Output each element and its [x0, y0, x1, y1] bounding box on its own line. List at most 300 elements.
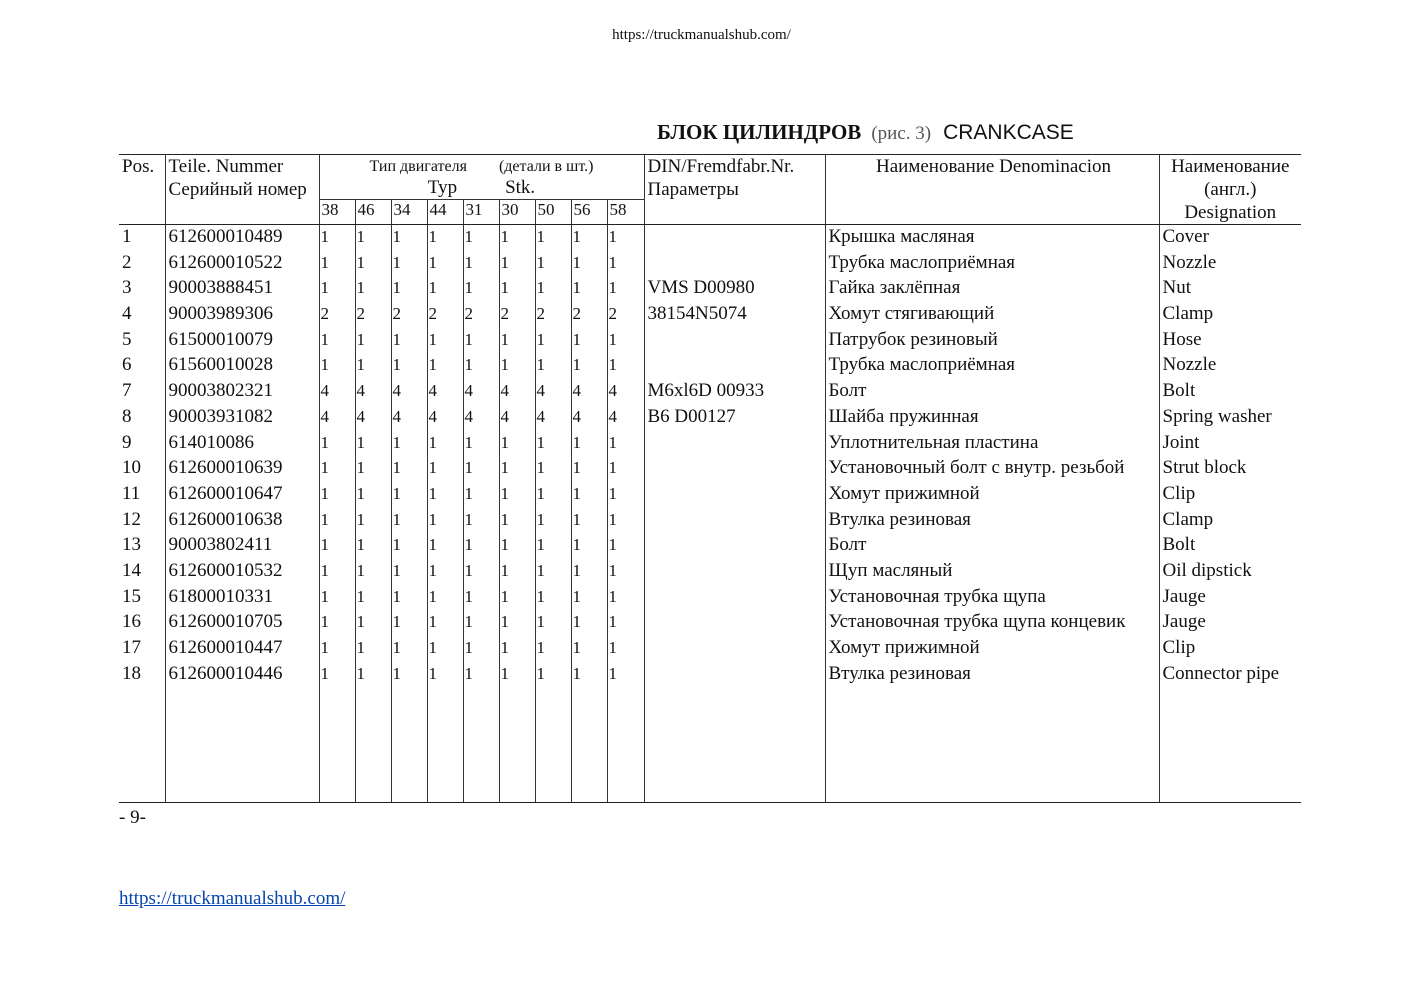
cell-qty-44: 4	[427, 379, 463, 405]
cell-qty-56: 1	[571, 585, 607, 611]
engine-col-38: 38	[319, 200, 355, 225]
cell-qty-44: 2	[427, 302, 463, 328]
cell-din	[644, 533, 825, 559]
table-row	[119, 353, 1301, 379]
cell-qty-34: 1	[391, 276, 427, 302]
cell-name-ru: Втулка резиновая	[825, 508, 1159, 534]
cell-qty-50: 1	[535, 610, 571, 636]
cell-qty-38: 1	[319, 225, 355, 251]
cell-qty-56: 1	[571, 328, 607, 354]
cell-qty-30: 1	[499, 636, 535, 662]
cell-qty-30: 1	[499, 610, 535, 636]
cell-qty-58: 1	[607, 585, 644, 611]
page-title	[657, 120, 1074, 145]
cell-qty-50: 1	[535, 585, 571, 611]
cell-qty-38: 1	[319, 431, 355, 457]
cell-qty-56: 1	[571, 431, 607, 457]
cell-qty-31: 1	[463, 431, 499, 457]
cell-pos: 14	[122, 559, 141, 581]
empty-cell	[499, 687, 535, 803]
cell-part-number: 612600010532	[165, 559, 319, 585]
cell-part-number: 90003888451	[165, 276, 319, 302]
cell-qty-34: 1	[391, 610, 427, 636]
cell-qty-30: 1	[499, 328, 535, 354]
table-row	[119, 405, 1301, 431]
cell-qty-38: 1	[319, 636, 355, 662]
cell-qty-30: 1	[499, 276, 535, 302]
cell-name-en: Strut block	[1159, 456, 1301, 482]
cell-name-en: Jauge	[1159, 585, 1301, 611]
din-label-de: DIN/Fremdfabr.Nr.	[647, 156, 795, 177]
cell-qty-58: 1	[607, 636, 644, 662]
cell-qty-31: 1	[463, 456, 499, 482]
cell-qty-46: 1	[355, 353, 391, 379]
table-row	[119, 225, 1301, 251]
cell-qty-44: 1	[427, 353, 463, 379]
empty-cell	[1159, 687, 1301, 803]
cell-qty-38: 1	[319, 456, 355, 482]
cell-qty-38: 1	[319, 328, 355, 354]
cell-qty-46: 1	[355, 585, 391, 611]
cell-qty-38: 1	[319, 482, 355, 508]
cell-qty-46: 1	[355, 251, 391, 277]
cell-pos: 12	[122, 508, 141, 530]
cell-name-ru: Хомут прижимной	[825, 482, 1159, 508]
header-url: https://truckmanualshub.com/	[612, 27, 791, 43]
cell-qty-30: 2	[499, 302, 535, 328]
col-header-pos: Pos.	[119, 155, 165, 225]
cell-qty-58: 1	[607, 508, 644, 534]
parts-table	[119, 154, 1301, 803]
cell-qty-56: 4	[571, 379, 607, 405]
cell-qty-46: 1	[355, 610, 391, 636]
cell-part-number: 612600010638	[165, 508, 319, 534]
cell-qty-50: 1	[535, 508, 571, 534]
empty-cell	[391, 687, 427, 803]
table-row	[119, 636, 1301, 662]
cell-pos: 11	[122, 482, 141, 504]
part-number-label-de: Teile. Nummer	[168, 156, 284, 177]
cell-qty-58: 1	[607, 662, 644, 688]
cell-qty-30: 1	[499, 353, 535, 379]
cell-pos: 17	[122, 637, 141, 658]
cell-din	[644, 251, 825, 277]
cell-pos: 10	[122, 457, 141, 479]
cell-name-en: Oil dipstick	[1159, 559, 1301, 585]
table-row	[119, 662, 1301, 688]
empty-cell	[463, 687, 499, 803]
cell-qty-58: 4	[607, 379, 644, 405]
typ-label: Typ	[427, 176, 458, 198]
engine-col-58: 58	[607, 200, 644, 225]
cell-qty-50: 1	[535, 456, 571, 482]
cell-qty-38: 1	[319, 251, 355, 277]
empty-cell	[644, 687, 825, 803]
cell-din	[644, 353, 825, 379]
cell-name-en: Clip	[1159, 482, 1301, 508]
figure-reference: (рис. 3)	[871, 123, 932, 144]
cell-qty-44: 1	[427, 610, 463, 636]
cell-qty-46: 1	[355, 533, 391, 559]
cell-name-ru: Установочная трубка щупа концевик	[825, 610, 1159, 636]
cell-qty-31: 1	[463, 353, 499, 379]
cell-qty-44: 1	[427, 456, 463, 482]
cell-name-ru: Уплотнительная пластина	[825, 431, 1159, 457]
cell-qty-31: 1	[463, 251, 499, 277]
cell-name-en: Bolt	[1159, 533, 1301, 559]
cell-name-en: Nozzle	[1159, 251, 1301, 277]
cell-qty-56: 1	[571, 662, 607, 688]
cell-qty-34: 1	[391, 328, 427, 354]
col-header-engine-type	[319, 155, 644, 178]
cell-name-en: Nut	[1159, 276, 1301, 302]
cell-qty-58: 1	[607, 559, 644, 585]
cell-qty-56: 2	[571, 302, 607, 328]
cell-qty-46: 1	[355, 456, 391, 482]
cell-qty-56: 1	[571, 482, 607, 508]
cell-qty-44: 1	[427, 431, 463, 457]
title-ru: БЛОК ЦИЛИНДРОВ	[657, 120, 862, 144]
name-en-label-2: (англ.)	[1204, 179, 1257, 200]
cell-qty-38: 1	[319, 508, 355, 534]
cell-qty-34: 1	[391, 533, 427, 559]
table-row	[119, 276, 1301, 302]
cell-part-number: 612600010447	[165, 636, 319, 662]
cell-din	[644, 482, 825, 508]
cell-name-en: Hose	[1159, 328, 1301, 354]
cell-qty-46: 1	[355, 508, 391, 534]
cell-din: M6xl6D 00933	[644, 379, 825, 405]
cell-din	[644, 431, 825, 457]
cell-pos: 15	[122, 585, 141, 607]
cell-name-ru: Втулка резиновая	[825, 662, 1159, 688]
table-row	[119, 456, 1301, 482]
table-row	[119, 379, 1301, 405]
cell-qty-38: 1	[319, 662, 355, 688]
cell-qty-44: 1	[427, 328, 463, 354]
engine-col-50: 50	[535, 200, 571, 225]
cell-qty-50: 1	[535, 533, 571, 559]
cell-qty-50: 1	[535, 559, 571, 585]
table-row	[119, 328, 1301, 354]
cell-part-number: 90003802321	[165, 379, 319, 405]
cell-qty-31: 1	[463, 225, 499, 251]
table-row	[119, 559, 1301, 585]
cell-qty-56: 1	[571, 353, 607, 379]
cell-qty-34: 1	[391, 585, 427, 611]
cell-name-en: Connector pipe	[1159, 662, 1301, 688]
cell-qty-50: 1	[535, 328, 571, 354]
cell-qty-34: 1	[391, 508, 427, 534]
table-row	[119, 610, 1301, 636]
cell-name-en: Joint	[1159, 431, 1301, 457]
cell-qty-46: 1	[355, 328, 391, 354]
cell-part-number: 612600010522	[165, 251, 319, 277]
table-row	[119, 508, 1301, 534]
cell-din	[644, 328, 825, 354]
cell-pos: 8	[122, 405, 132, 427]
cell-pos: 7	[122, 380, 132, 402]
cell-din	[644, 662, 825, 688]
cell-qty-34: 1	[391, 225, 427, 251]
cell-pos: 13	[122, 534, 141, 556]
cell-qty-44: 1	[427, 225, 463, 251]
cell-qty-50: 4	[535, 405, 571, 431]
cell-qty-30: 1	[499, 533, 535, 559]
cell-qty-56: 1	[571, 533, 607, 559]
cell-qty-44: 4	[427, 405, 463, 431]
cell-name-en: Cover	[1159, 225, 1301, 251]
cell-qty-44: 1	[427, 533, 463, 559]
cell-part-number: 612600010647	[165, 482, 319, 508]
cell-qty-50: 1	[535, 482, 571, 508]
cell-qty-58: 1	[607, 482, 644, 508]
cell-qty-30: 1	[499, 431, 535, 457]
name-ru-label: Наименование Denominacion	[876, 156, 1111, 177]
cell-din	[644, 456, 825, 482]
cell-name-en: Clamp	[1159, 508, 1301, 534]
cell-qty-38: 2	[319, 302, 355, 328]
cell-qty-58: 1	[607, 610, 644, 636]
cell-qty-58: 1	[607, 533, 644, 559]
cell-qty-34: 4	[391, 405, 427, 431]
cell-qty-58: 4	[607, 405, 644, 431]
cell-din: 38154N5074	[644, 302, 825, 328]
cell-qty-50: 2	[535, 302, 571, 328]
cell-qty-46: 1	[355, 559, 391, 585]
table-row	[119, 533, 1301, 559]
cell-qty-56: 1	[571, 559, 607, 585]
cell-pos: 9	[122, 431, 132, 453]
empty-cell	[427, 687, 463, 803]
cell-name-en: Spring washer	[1159, 405, 1301, 431]
empty-cell	[607, 687, 644, 803]
cell-qty-58: 1	[607, 431, 644, 457]
col-header-din	[644, 155, 825, 225]
cell-qty-50: 1	[535, 662, 571, 688]
stk-label: Stk.	[505, 176, 536, 198]
col-header-part-number	[165, 155, 319, 225]
table-row	[119, 431, 1301, 457]
cell-qty-34: 1	[391, 353, 427, 379]
cell-din	[644, 508, 825, 534]
cell-qty-34: 1	[391, 456, 427, 482]
cell-din	[644, 585, 825, 611]
cell-name-en: Clip	[1159, 636, 1301, 662]
cell-part-number: 612600010639	[165, 456, 319, 482]
cell-qty-34: 4	[391, 379, 427, 405]
cell-qty-38: 1	[319, 276, 355, 302]
cell-qty-44: 1	[427, 508, 463, 534]
cell-name-ru: Хомут прижимной	[825, 636, 1159, 662]
cell-qty-44: 1	[427, 482, 463, 508]
cell-name-ru: Болт	[825, 379, 1159, 405]
cell-qty-30: 1	[499, 508, 535, 534]
cell-qty-46: 4	[355, 405, 391, 431]
cell-qty-31: 1	[463, 508, 499, 534]
cell-pos: 5	[122, 328, 132, 350]
cell-qty-31: 1	[463, 662, 499, 688]
cell-qty-30: 1	[499, 559, 535, 585]
cell-pos: 4	[122, 303, 132, 325]
cell-qty-30: 1	[499, 251, 535, 277]
table-row	[119, 585, 1301, 611]
cell-qty-46: 1	[355, 276, 391, 302]
cell-part-number: 90003931082	[165, 405, 319, 431]
cell-qty-38: 1	[319, 353, 355, 379]
col-header-typ-stk	[319, 178, 644, 200]
cell-qty-58: 1	[607, 225, 644, 251]
cell-part-number: 90003989306	[165, 302, 319, 328]
cell-qty-46: 1	[355, 636, 391, 662]
parts-table-body	[119, 225, 1301, 803]
cell-name-en: Jauge	[1159, 610, 1301, 636]
cell-name-ru: Щуп масляный	[825, 559, 1159, 585]
cell-name-ru: Крышка масляная	[825, 225, 1159, 251]
cell-qty-44: 1	[427, 276, 463, 302]
cell-qty-56: 1	[571, 456, 607, 482]
name-en-label-3: Designation	[1184, 202, 1277, 223]
cell-qty-56: 1	[571, 636, 607, 662]
cell-pos: 1	[122, 226, 132, 247]
cell-name-ru: Трубка маслоприёмная	[825, 353, 1159, 379]
cell-name-ru: Установочная трубка щупа	[825, 585, 1159, 611]
cell-part-number: 612600010446	[165, 662, 319, 688]
table-row-filler	[119, 687, 1301, 803]
cell-qty-50: 1	[535, 225, 571, 251]
cell-qty-34: 2	[391, 302, 427, 328]
engine-col-31: 31	[463, 200, 499, 225]
cell-qty-34: 1	[391, 482, 427, 508]
cell-name-ru: Хомут стягивающий	[825, 302, 1159, 328]
cell-qty-30: 4	[499, 379, 535, 405]
cell-qty-38: 1	[319, 533, 355, 559]
table-row	[119, 482, 1301, 508]
empty-cell	[825, 687, 1159, 803]
empty-cell	[355, 687, 391, 803]
cell-qty-58: 1	[607, 251, 644, 277]
cell-qty-30: 1	[499, 225, 535, 251]
empty-cell	[571, 687, 607, 803]
cell-qty-50: 1	[535, 251, 571, 277]
cell-qty-56: 1	[571, 508, 607, 534]
cell-name-en: Bolt	[1159, 379, 1301, 405]
cell-pos: 16	[122, 611, 141, 633]
engine-col-44: 44	[427, 200, 463, 225]
cell-qty-38: 1	[319, 610, 355, 636]
cell-qty-56: 1	[571, 610, 607, 636]
cell-qty-46: 1	[355, 431, 391, 457]
cell-qty-58: 1	[607, 328, 644, 354]
cell-pos: 2	[122, 251, 132, 273]
empty-cell	[319, 687, 355, 803]
engine-col-56: 56	[571, 200, 607, 225]
cell-qty-44: 1	[427, 662, 463, 688]
cell-qty-44: 1	[427, 251, 463, 277]
table-row	[119, 302, 1301, 328]
cell-qty-30: 1	[499, 456, 535, 482]
cell-qty-30: 1	[499, 585, 535, 611]
cell-qty-31: 1	[463, 328, 499, 354]
cell-qty-58: 2	[607, 302, 644, 328]
cell-qty-30: 1	[499, 662, 535, 688]
cell-name-ru: Установочный болт с внутр. резьбой	[825, 456, 1159, 482]
cell-qty-31: 4	[463, 405, 499, 431]
cell-qty-58: 1	[607, 353, 644, 379]
engine-col-34: 34	[391, 200, 427, 225]
cell-qty-38: 1	[319, 585, 355, 611]
cell-part-number: 614010086	[165, 431, 319, 457]
empty-cell	[535, 687, 571, 803]
cell-din	[644, 225, 825, 251]
cell-qty-44: 1	[427, 636, 463, 662]
cell-name-ru: Трубка маслоприёмная	[825, 251, 1159, 277]
cell-part-number: 90003802411	[165, 533, 319, 559]
cell-qty-31: 2	[463, 302, 499, 328]
cell-qty-30: 4	[499, 405, 535, 431]
footer-link[interactable]: https://truckmanualshub.com/	[119, 888, 346, 909]
cell-din: VMS D00980	[644, 276, 825, 302]
cell-qty-46: 1	[355, 662, 391, 688]
cell-name-en: Clamp	[1159, 302, 1301, 328]
cell-qty-31: 1	[463, 610, 499, 636]
cell-qty-31: 4	[463, 379, 499, 405]
cell-pos: 18	[122, 662, 141, 684]
cell-din	[644, 636, 825, 662]
cell-qty-38: 4	[319, 379, 355, 405]
col-header-name-en	[1159, 155, 1301, 225]
cell-pos: 6	[122, 354, 132, 376]
cell-qty-31: 1	[463, 585, 499, 611]
empty-cell	[165, 687, 319, 803]
cell-part-number: 612600010489	[165, 225, 319, 251]
cell-din	[644, 559, 825, 585]
cell-qty-58: 1	[607, 276, 644, 302]
cell-qty-34: 1	[391, 636, 427, 662]
cell-qty-30: 1	[499, 482, 535, 508]
cell-part-number: 61560010028	[165, 353, 319, 379]
cell-name-ru: Патрубок резиновый	[825, 328, 1159, 354]
cell-name-ru: Гайка заклёпная	[825, 276, 1159, 302]
cell-part-number: 612600010705	[165, 610, 319, 636]
cell-part-number: 61500010079	[165, 328, 319, 354]
cell-qty-46: 2	[355, 302, 391, 328]
cell-qty-50: 4	[535, 379, 571, 405]
cell-qty-31: 1	[463, 482, 499, 508]
cell-din	[644, 610, 825, 636]
cell-qty-34: 1	[391, 431, 427, 457]
cell-name-ru: Болт	[825, 533, 1159, 559]
cell-qty-56: 1	[571, 276, 607, 302]
cell-qty-34: 1	[391, 662, 427, 688]
title-en: CRANKCASE	[943, 121, 1074, 144]
cell-qty-50: 1	[535, 636, 571, 662]
cell-din: B6 D00127	[644, 405, 825, 431]
cell-qty-44: 1	[427, 559, 463, 585]
cell-qty-38: 1	[319, 559, 355, 585]
cell-qty-50: 1	[535, 431, 571, 457]
cell-qty-58: 1	[607, 456, 644, 482]
cell-qty-50: 1	[535, 276, 571, 302]
din-label-ru: Параметры	[647, 179, 739, 200]
quantity-label: (детали в шт.)	[498, 158, 594, 175]
cell-qty-46: 4	[355, 379, 391, 405]
cell-qty-34: 1	[391, 251, 427, 277]
page-number: - 9-	[119, 807, 146, 828]
col-header-name-ru	[825, 155, 1159, 225]
engine-col-46: 46	[355, 200, 391, 225]
cell-qty-46: 1	[355, 225, 391, 251]
